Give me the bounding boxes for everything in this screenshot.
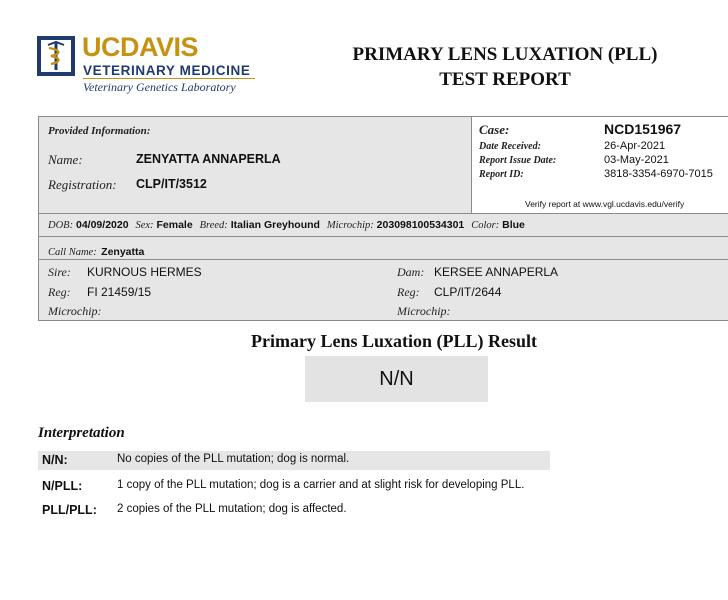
registration-value: CLP/IT/3512: [136, 177, 207, 191]
genotype-code: PLL/PLL:: [42, 503, 97, 517]
sire-reg: FI 21459/15: [87, 285, 152, 299]
dob-value: 04/09/2020: [76, 219, 129, 231]
case-label: Case:: [479, 122, 510, 137]
report-title-line1: PRIMARY LENS LUXATION (PLL): [352, 44, 658, 65]
interpretation-row: [38, 477, 550, 496]
microchip-label: Microchip:: [326, 220, 374, 231]
dam-reg-label: Reg:: [397, 285, 420, 299]
breed-label: Breed:: [199, 220, 228, 231]
breed-value: Italian Greyhound: [230, 219, 320, 231]
dam-name: KERSEE ANNAPERLA: [434, 265, 559, 279]
sire-reg-label: Reg:: [48, 285, 71, 299]
provided-information-box: [38, 116, 472, 214]
result-heading: Primary Lens Luxation (PLL) Result: [251, 331, 537, 351]
registration-label: Registration:: [48, 177, 117, 192]
date-received: 26-Apr-2021: [604, 140, 666, 152]
interpretation-heading: Interpretation: [38, 425, 125, 441]
genotype-description: 2 copies of the PLL mutation; dog is affected.: [117, 503, 347, 515]
interpretation-row: [38, 451, 550, 470]
case-info-box: [471, 116, 728, 214]
logo-lab-name: Veterinary Genetics Laboratory: [83, 80, 236, 94]
sire-microchip-label: Microchip:: [48, 304, 102, 318]
genotype-code: N/N:: [42, 453, 68, 467]
sex-label: Sex:: [135, 220, 154, 231]
provided-heading: Provided Information:: [48, 125, 151, 137]
sire-name: KURNOUS HERMES: [87, 265, 202, 279]
date-received-label: Date Received:: [479, 141, 541, 152]
name-label: Name:: [48, 152, 83, 167]
dam-reg: CLP/IT/2644: [434, 285, 502, 299]
issue-date-label: Report Issue Date:: [479, 155, 557, 166]
sex-value: Female: [156, 219, 193, 231]
report-id-label: Report ID:: [479, 169, 524, 180]
dam-label: Dam:: [397, 265, 425, 279]
verify-link[interactable]: Verify report at www.vgl.ucdavis.edu/verify: [525, 199, 685, 209]
call-name-label: Call Name:: [48, 247, 97, 258]
ucdavis-seal-icon: [37, 36, 75, 76]
logo-vetmed-text: VETERINARY MEDICINE: [83, 63, 251, 78]
call-name-row: [38, 236, 728, 260]
report-id: 3818-3354-6970-7015: [604, 168, 713, 180]
dob-label: DOB:: [48, 220, 74, 231]
genotype-description: 1 copy of the PLL mutation; dog is a carrier and at slight risk for developing PLL.: [117, 479, 525, 491]
sire-label: Sire:: [48, 265, 71, 279]
parents-box: [38, 259, 728, 321]
logo-divider: [83, 78, 255, 79]
dog-name: ZENYATTA ANNAPERLA: [136, 152, 281, 166]
report-title-line2: TEST REPORT: [439, 69, 571, 90]
dam-microchip-label: Microchip:: [397, 304, 451, 318]
case-number: NCD151967: [604, 121, 682, 137]
color-label: Color:: [471, 220, 500, 231]
interpretation-row: [38, 501, 550, 520]
result-value: N/N: [305, 356, 488, 402]
call-name-value: Zenyatta: [101, 246, 145, 258]
issue-date: 03-May-2021: [604, 154, 669, 166]
genotype-description: No copies of the PLL mutation; dog is normal.: [117, 453, 350, 465]
color-value: Blue: [502, 219, 525, 231]
genotype-code: N/PLL:: [42, 479, 83, 493]
logo-wordmark: UCDAVIS: [82, 32, 199, 62]
microchip-value: 203098100534301: [376, 219, 465, 231]
dog-details-row: [38, 213, 728, 237]
